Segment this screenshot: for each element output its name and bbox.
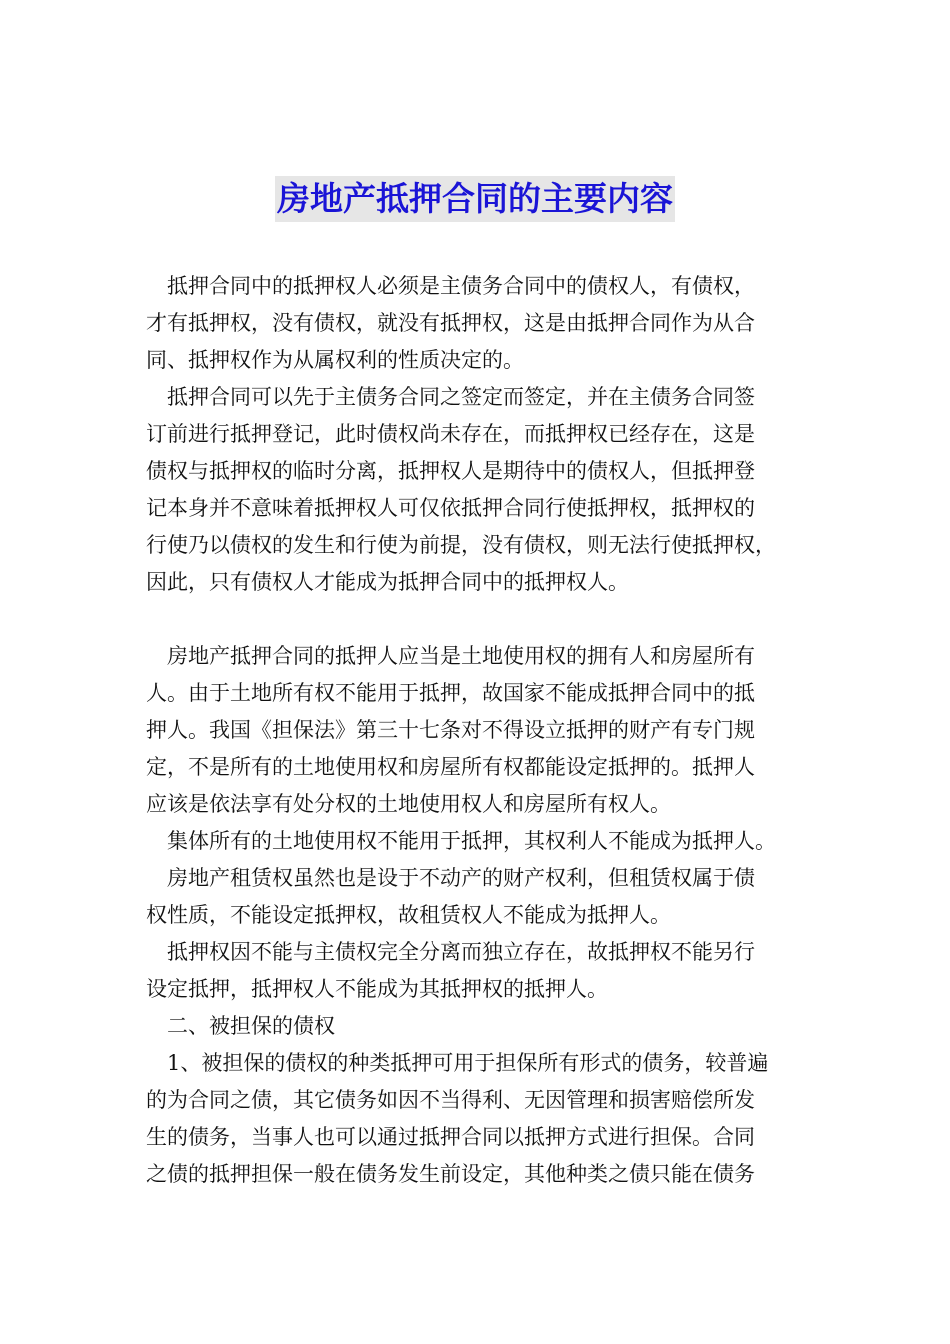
text-line: 人。由于土地所有权不能用于抵押，故国家不能成抵押合同中的抵: [146, 681, 755, 705]
document-body: [146, 268, 816, 1193]
text-line: 房地产抵押合同的抵押人应当是土地使用权的拥有人和房屋所有: [146, 644, 755, 668]
text-line: 权性质，不能设定抵押权，故租赁权人不能成为抵押人。: [146, 903, 671, 927]
text-line: 才有抵押权，没有债权，就没有抵押权，这是由抵押合同作为从合: [146, 311, 755, 335]
text-line: 押人。我国《担保法》第三十七条对不得设立抵押的财产有专门规: [146, 718, 755, 742]
text-line: 定，不是所有的土地使用权和房屋所有权都能设定抵押的。抵押人: [146, 755, 755, 779]
text-line: 抵押合同中的抵押权人必须是主债务合同中的债权人，有债权，: [146, 274, 755, 298]
text-line: 房地产租赁权虽然也是设于不动产的财产权利，但租赁权属于债: [146, 866, 755, 890]
blank-line: [146, 601, 816, 638]
text-line: 因此，只有债权人才能成为抵押合同中的抵押权人。: [146, 570, 629, 594]
text-line: 债权与抵押权的临时分离，抵押权人是期待中的债权人，但抵押登: [146, 459, 755, 483]
text-line: 记本身并不意味着抵押权人可仅依抵押合同行使抵押权，抵押权的: [146, 496, 755, 520]
text-line: 行使乃以债权的发生和行使为前提，没有债权，则无法行使抵押权，: [146, 533, 776, 557]
document-title: 房地产抵押合同的主要内容: [275, 176, 675, 222]
text-line: 生的债务，当事人也可以通过抵押合同以抵押方式进行担保。合同: [146, 1125, 755, 1149]
text-line: 1、被担保的债权的种类抵押可用于担保所有形式的债务，较普遍: [146, 1051, 769, 1075]
text-line: 的为合同之债，其它债务如因不当得利、无因管理和损害赔偿所发: [146, 1088, 755, 1112]
text-line: 同、抵押权作为从属权利的性质决定的。: [146, 348, 524, 372]
text-line: 抵押权因不能与主债权完全分离而独立存在，故抵押权不能另行: [146, 940, 755, 964]
text-line: 抵押合同可以先于主债务合同之签定而签定，并在主债务合同签: [146, 385, 755, 409]
text-line: 设定抵押，抵押权人不能成为其抵押权的抵押人。: [146, 977, 608, 1001]
text-line: 之债的抵押担保一般在债务发生前设定，其他种类之债只能在债务: [146, 1162, 755, 1186]
text-line: 集体所有的土地使用权不能用于抵押，其权利人不能成为抵押人。: [146, 829, 776, 853]
section-heading: 二、被担保的债权: [146, 1014, 335, 1038]
text-line: 应该是依法享有处分权的土地使用权人和房屋所有权人。: [146, 792, 671, 816]
title-container: [0, 176, 950, 222]
text-line: 订前进行抵押登记，此时债权尚未存在，而抵押权已经存在，这是: [146, 422, 755, 446]
